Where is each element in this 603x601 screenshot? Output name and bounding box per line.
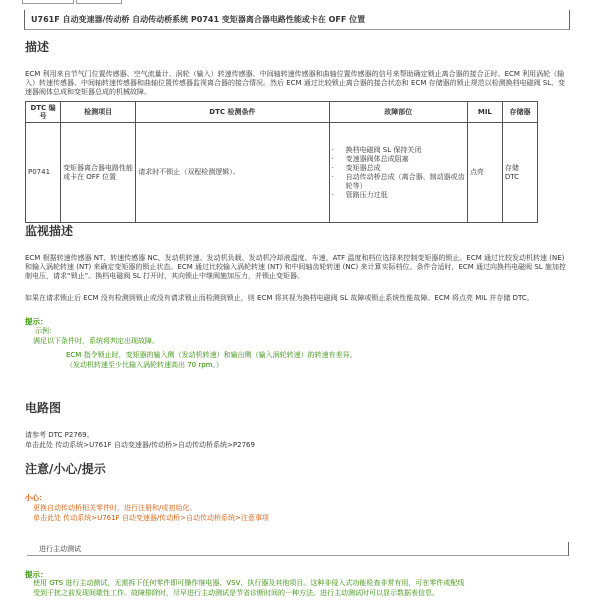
col-detect-condition: DTC 检测条件 [136,102,329,123]
top-tab-strip [0,0,603,5]
list-item: · 换档电磁阀 SL 保持关闭 [344,146,465,155]
caution-line-1: 更换自动传动桥相关零件时，进行注册和/或初始化。 [33,504,197,512]
top-tab-right[interactable] [76,0,122,4]
description-text: ECM 利用来自节气门位置传感器、空气流量计、涡轮（输入）转速传感器、中间轴转速传感器和曲轴位置传感器的信号来帮助确定锁止离合器的接合正时。ECM 利用涡轮（输入）转速传感器、中间轴转速传感器和曲轴位置传感器监视离合器的接合情况。然后 ECM 通过比较锁止离合器的接合状态和 ECM 存储器的锁止规范以检测换档电磁阀 SL、变速器阀体总成和变矩器总成的机械故障。 [25,70,566,97]
col-dtc-code: DTC 编号 [26,102,61,123]
active-test-hint-label: 提示： [25,570,48,579]
active-test-line-2: 受到干扰之前发现间歇性工作。故障排除时，尽早进行主动测试是节省诊断时间的一种方法。进行主动测试时可以显示数据表信息。 [33,589,439,597]
condition-line: 满足以下条件时，系统将判定出现故障。 [33,337,159,345]
caution-label: 小心： [25,494,46,502]
monitor-text-1: ECM 根据转速传感器 NT、转速传感器 NC、发动机转速、发动机负载、发动机冷却液温度、车速、ATF 温度和档位选择来控制变矩器的锁止。ECM 通过比较发动机转速 (NE) 和输入涡轮转速 (NT) 来确定变矩器的锁止状态。ECM 通过比较输入涡轮转速 (NT) 和中间轴齿轮转速 (NC) 来计算实际档位。条件合适时，ECM 通过向换档电磁阀 SL 施加控制电压，请求“锁止”。换档电磁阀 SL 打开时，其向锁止中继阀施加压力，并锁止变矩器。 [25,254,566,281]
list-item: · 变速器阀体总成阻塞 [344,155,465,164]
caution-heading: 注意/小心/提示 [25,462,106,476]
table-row [26,123,538,223]
col-trouble-area: 故障部位 [329,102,467,123]
list-item: · 自动传动桥总成（离合器、制动器或齿轮等） [344,173,465,191]
dtc-table-header-row [26,102,538,123]
monitor-heading: 监视描述 [25,224,74,238]
monitor-text-2: 如果在请求锁止后 ECM 没有检测到锁止或没有请求锁止而检测到锁止，则 ECM 将其视为换档电磁阀 SL 故障或锁止系统性能故障。ECM 将点亮 MIL 并存储 DTC。 [25,294,534,302]
detect-item: 变矩器离合器电路性能或卡在 OFF 位置 [61,123,136,223]
col-memory: 存储器 [502,102,537,123]
trouble-area-cell [329,123,467,223]
active-test-line-1: 使用 GTS 进行主动测试，无需拆下任何零件即可操作继电器、VSV、执行器及其他项目。这种非侵入式功能检查非常有用，可在零件或配线 [33,579,465,587]
col-detect-item: 检测项目 [61,102,136,123]
caution-link[interactable]: 单击此处 传动系统>U761F 自动变速器/传动桥>自动传动桥系统>注意事项 [33,514,269,522]
detect-condition: 请求时不锁止（双程检测逻辑）。 [136,123,329,223]
col-mil: MIL [467,102,502,123]
list-item: · 变矩器总成 [344,164,465,173]
trouble-area-list [332,146,465,200]
example-label: 示例： [35,327,56,335]
circuit-link[interactable]: 单击此处 传动系统>U761F 自动变速器/传动桥>自动传动桥系统>P2769 [25,441,255,449]
page-header: U761F 自动变速器/传动桥 自动传动桥系统 P0741 变矩器离合器电路性能或卡在 OFF 位置 [24,10,570,30]
circuit-ref: 请参考 DTC P2769。 [25,431,94,439]
detail-line-2: （发动机转速至少比输入涡轮转速高出 70 rpm。） [66,361,223,369]
dtc-table [25,101,538,223]
circuit-heading: 电路图 [25,401,62,415]
mil-status: 点亮 [467,123,502,223]
active-test-bar[interactable]: 进行主动测试 [27,542,569,556]
dtc-code: P0741 [26,123,61,223]
hint-label: 提示： [25,317,48,326]
list-item: · 管路压力过低 [344,191,465,200]
description-heading: 描述 [25,40,50,54]
detail-line-1: ECM 指令锁止时，变矩器的输入侧（发动机转速）和输出侧（输入涡轮转速）的转速有差异。 [66,351,357,359]
top-tab-left[interactable] [22,0,74,4]
memory-status: 存储 DTC [502,123,537,223]
